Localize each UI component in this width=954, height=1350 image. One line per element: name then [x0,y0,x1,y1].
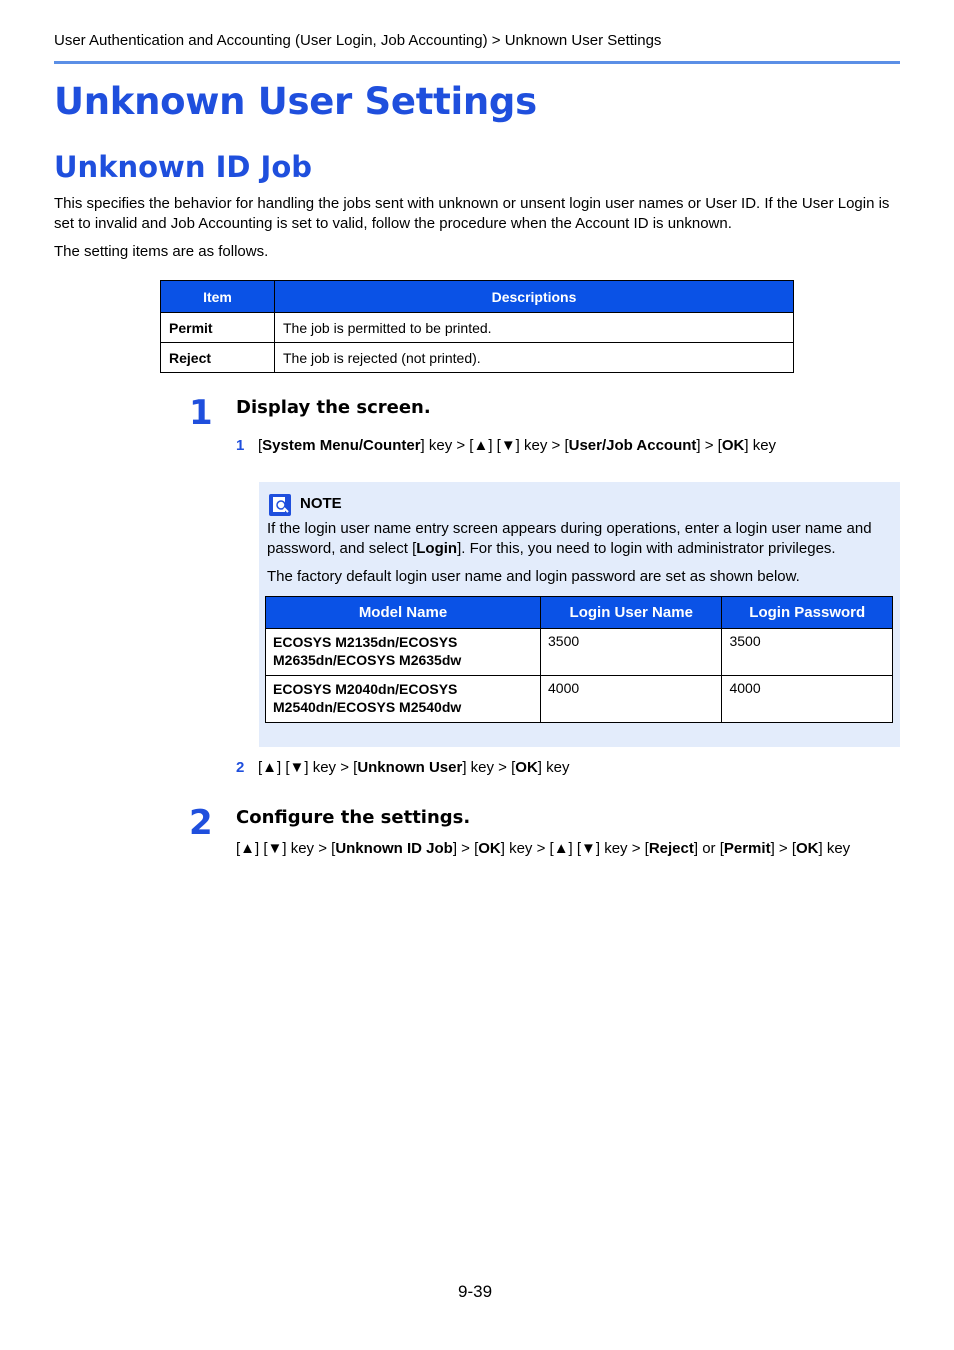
column-header: Descriptions [275,281,794,313]
page-number: 9-39 [458,1282,493,1301]
table-header-row [266,597,893,629]
breadcrumb: User Authentication and Accounting (User Login, Job Accounting) > Unknown User Settings [54,32,662,49]
text: ] key [818,840,851,857]
intro-note: The setting items are as follows. [54,243,269,260]
table-row [161,343,794,373]
text: ] or [ [693,840,724,857]
step-instruction [236,840,850,857]
step-number: 1 [189,393,213,433]
key-name: OK [721,437,745,454]
note-title: NOTE [300,495,342,512]
table-cell-password: 4000 [722,676,893,723]
column-header: Login Password [722,597,893,629]
table-cell-password: 3500 [722,629,893,676]
key-name: Permit [723,840,771,857]
text: If the login user name entry screen appears during operations, enter a login user name and password, and select [ [267,520,872,557]
table-header-row [161,281,794,313]
key-name: OK [515,759,538,776]
step-title: Configure the settings. [236,807,471,828]
intro-paragraph: This specifies the behavior for handling the jobs sent with unknown or unsent login user names or User ID. If the User Login is set to invalid and Job Accounting is set to valid, follow the procedure when the Account ID is unknown. [54,195,890,232]
key-name: Login [416,540,458,557]
table-cell-desc: The job is permitted to be printed. [275,313,794,343]
table-row [266,676,893,723]
text: ] key > [▲] [▼] key > [ [500,840,649,857]
text: ] key [744,437,777,454]
text: ] > [ [452,840,479,857]
text: ]. For this, you need to login with administrator privileges. [457,540,836,557]
table-row [161,313,794,343]
key-name: OK [478,840,501,857]
text: ] key > [ [462,759,516,776]
key-name: System Menu/Counter [262,437,421,454]
key-name: User/Job Account [568,437,697,454]
table-cell-model: ECOSYS M2040dn/ECOSYS M2540dn/ECOSYS M2540dw [266,676,541,723]
text: [▲] [▼] key > [ [236,840,336,857]
text: ] key [537,759,570,776]
step-title: Display the screen. [236,397,431,418]
table-cell-desc: The job is rejected (not printed). [275,343,794,373]
table-cell-user: 4000 [541,676,722,723]
column-header: Login User Name [541,597,722,629]
column-header: Item [161,281,275,313]
login-table [265,596,893,723]
note-box [259,482,900,747]
settings-table [160,280,794,373]
text: ] key > [▲] [▼] key > [ [420,437,569,454]
note-icon [269,494,291,516]
table-cell-model: ECOSYS M2135dn/ECOSYS M2635dn/ECOSYS M2635dw [266,629,541,676]
text: [▲] [▼] key > [ [258,759,358,776]
text: ] > [ [770,840,796,857]
note-paragraph: The factory default login user name and login password are set as shown below. [267,568,800,585]
table-cell-user: 3500 [541,629,722,676]
table-cell-item: Permit [161,313,275,343]
column-header: Model Name [266,597,541,629]
header-rule [54,61,900,64]
section-title: Unknown ID Job [54,150,313,184]
text: ] > [ [696,437,722,454]
key-name: Unknown User [357,759,463,776]
step-number: 2 [189,803,213,843]
table-cell-item: Reject [161,343,275,373]
key-name: Unknown ID Job [335,840,453,857]
sub-step [236,437,776,454]
key-name: OK [796,840,819,857]
sub-step [236,759,569,776]
page-title: Unknown User Settings [54,80,537,123]
table-row [266,629,893,676]
key-name: Reject [648,840,694,857]
note-paragraph [267,519,897,559]
sub-step-number: 1 [236,437,245,454]
sub-step-number: 2 [236,759,245,776]
text: [ [258,437,263,454]
